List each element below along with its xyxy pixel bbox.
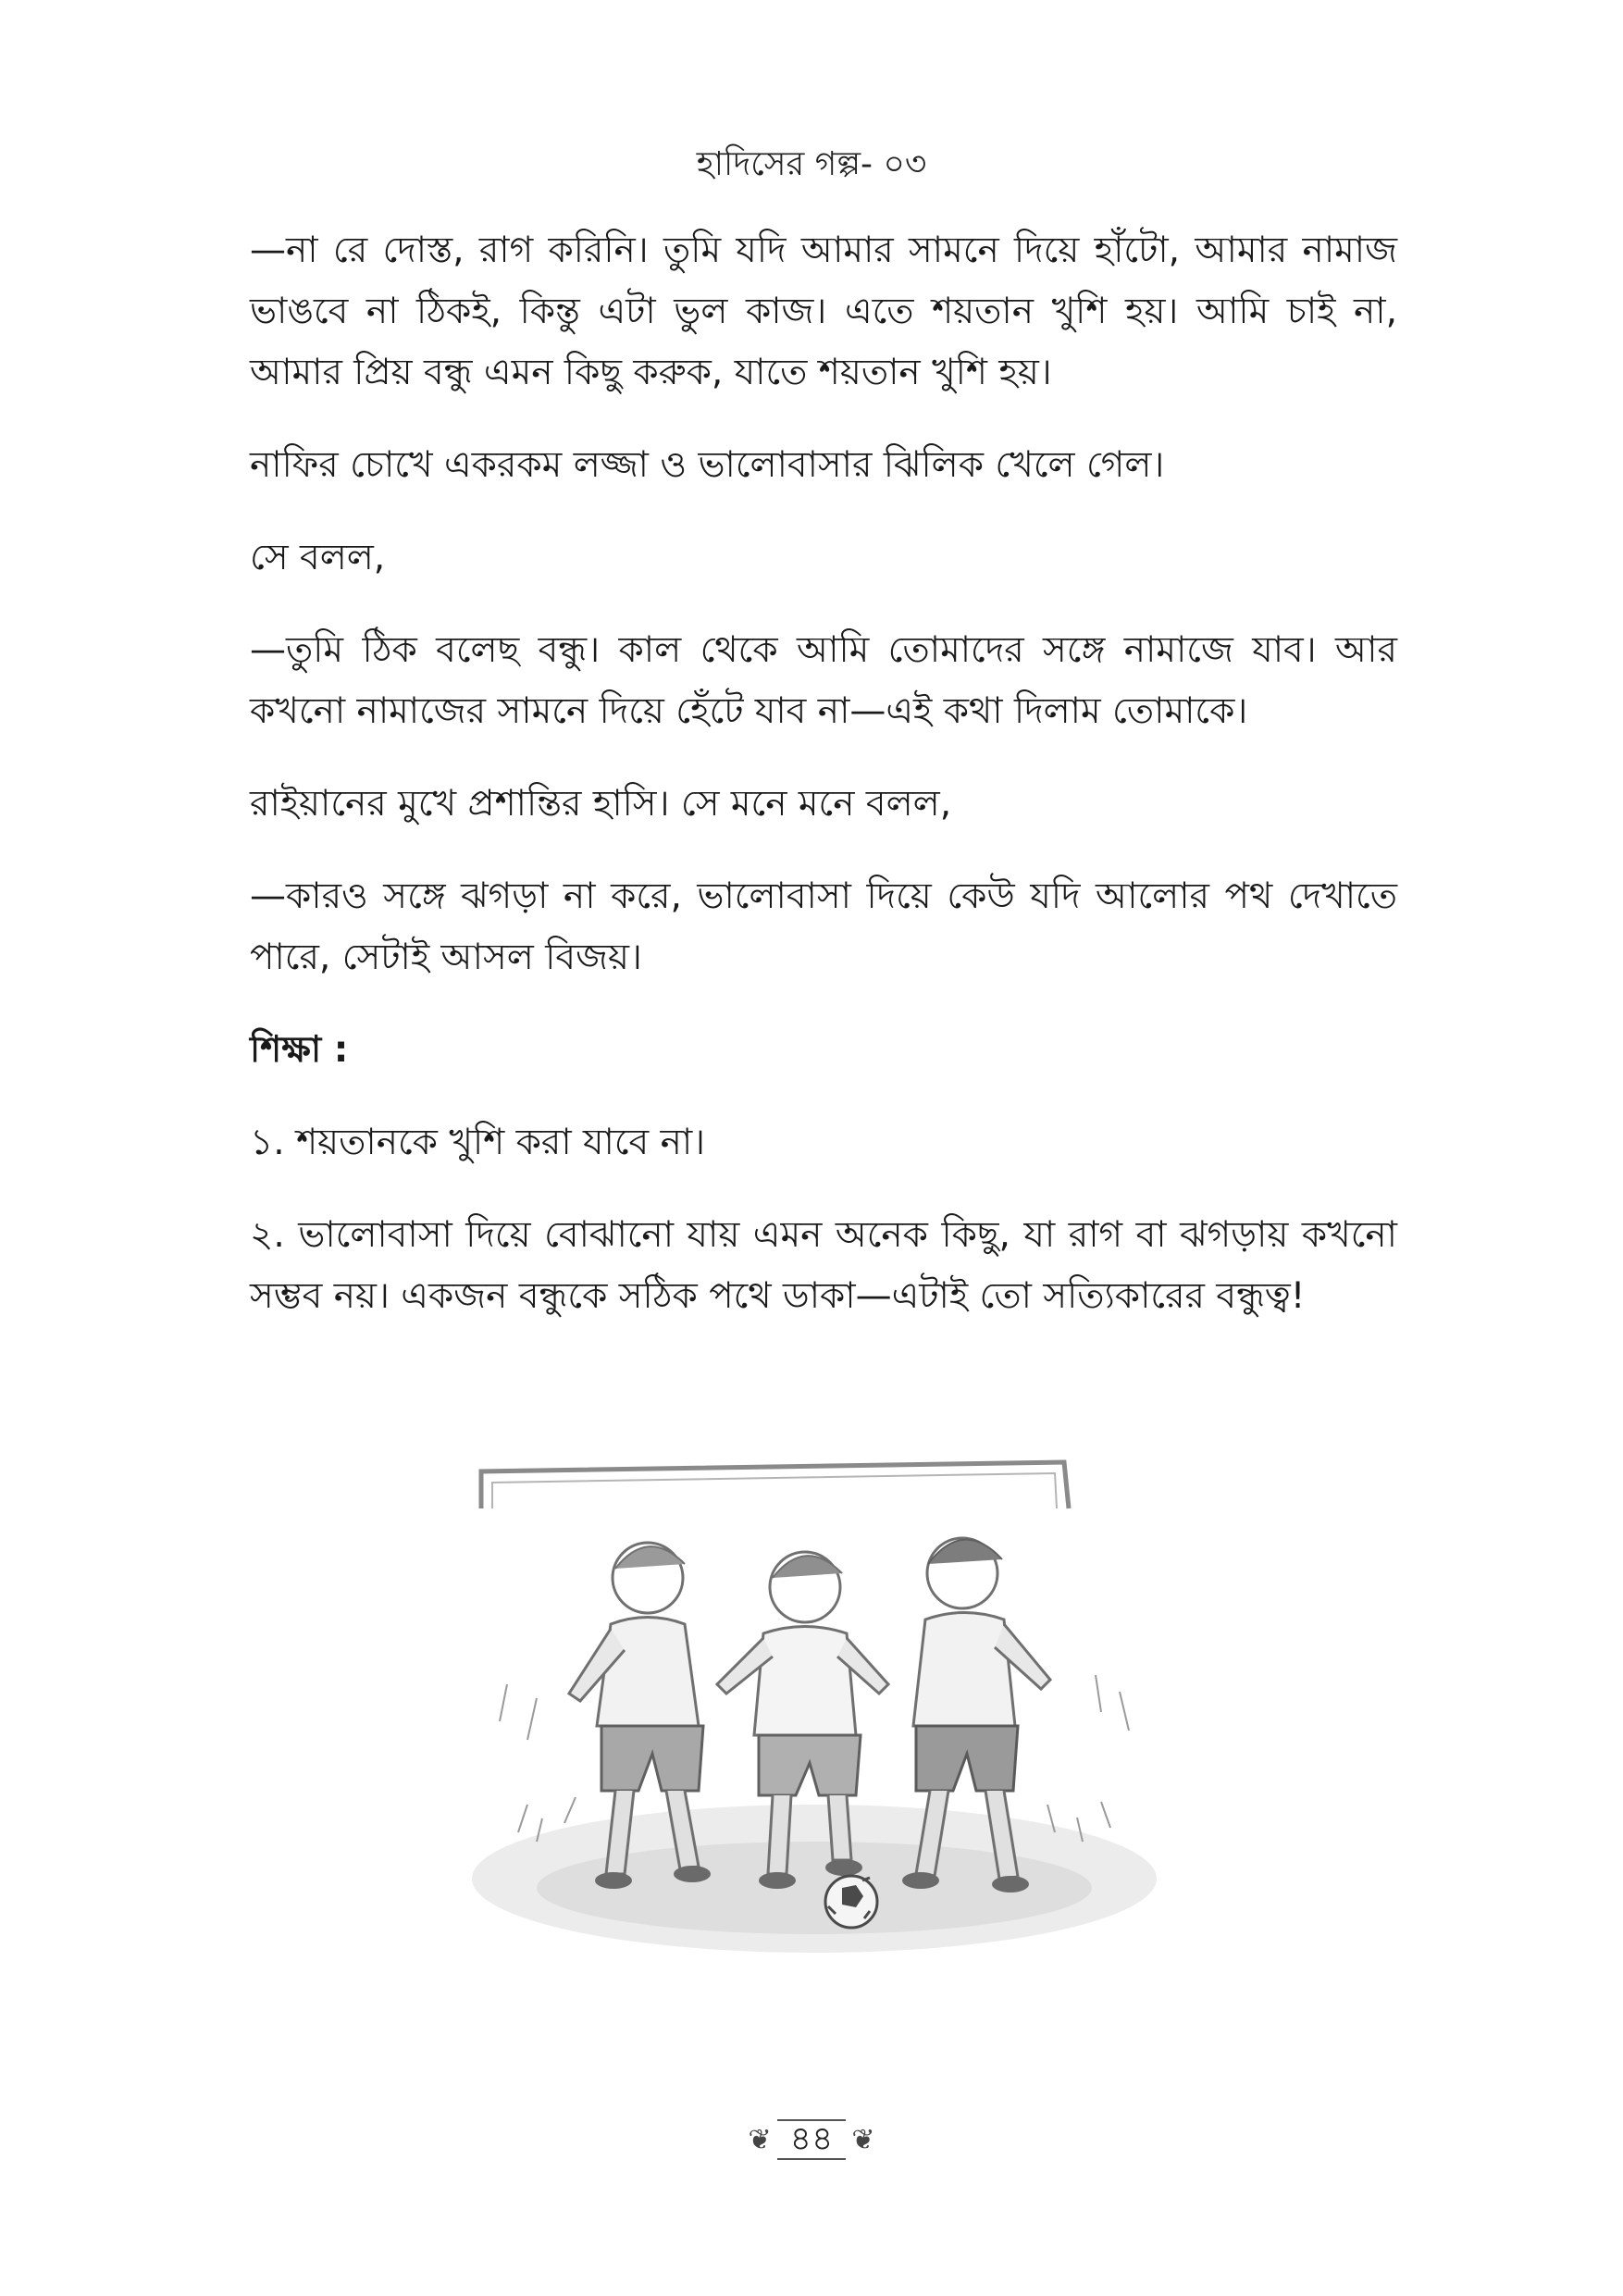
left-ornament-icon: ❦ — [748, 2123, 772, 2156]
paragraph-narration-2: সে বলল, — [250, 537, 386, 578]
page-number: ৪৪ — [777, 2119, 847, 2160]
right-ornament-icon: ❦ — [851, 2123, 875, 2156]
football — [825, 1876, 877, 1928]
paragraph-dialogue-2: —তুমি ঠিক বলেছ বন্ধু। কাল থেকে আমি তোমাদের সঙ্গে নামাজে যাব। আর কখনো নামাজের সামনে দিয়ে হেঁটে যাব না—এই কথা দিলাম তোমাকে। — [250, 629, 1397, 732]
goal-frame — [481, 1462, 1069, 1508]
lesson-point-2: ২. ভালোবাসা দিয়ে বোঝানো যায় এমন অনেক কিছু, যা রাগ বা ঝগড়ায় কখনো সম্ভব নয়। একজন বন্ধুকে সঠিক পথে ডাকা—এটাই তো সত্যিকারের বন্ধুত্ব! — [250, 1214, 1397, 1317]
page-number-footer — [0, 2119, 1623, 2160]
paragraph-narration-3: রাইয়ানের মুখে প্রশান্তির হাসি। সে মনে মনে বলল, — [250, 783, 952, 825]
paragraph-narration-1: নাফির চোখে একরকম লজ্জা ও ভালোবাসার ঝিলিক খেলে গেল। — [250, 444, 1165, 486]
paragraph-dialogue-3: —কারও সঙ্গে ঝগড়া না করে, ভালোবাসা দিয়ে কেউ যদি আলোর পথ দেখাতে পারে, সেটাই আসল বিজয়। — [250, 875, 1397, 978]
running-header: হাদিসের গল্প- ০৩ — [696, 145, 927, 183]
children-football-illustration — [463, 1444, 1166, 1962]
body-text — [250, 220, 1397, 1359]
illustration-sketch — [463, 1444, 1166, 1962]
lesson-heading: শিক্ষা : — [250, 1029, 349, 1071]
paragraph-dialogue-1: —না রে দোস্ত, রাগ করিনি। তুমি যদি আমার সামনে দিয়ে হাঁটো, আমার নামাজ ভাঙবে না ঠিকই, কিন্তু এটা ভুল কাজ। এতে শয়তান খুশি হয়। আমি চাই না, আমার প্রিয় বন্ধু এমন কিছু করুক, যাতে শয়তান খুশি হয়। — [250, 230, 1397, 393]
goal-frame-inner — [492, 1473, 1057, 1508]
lesson-point-1: ১. শয়তানকে খুশি করা যাবে না। — [250, 1122, 706, 1163]
